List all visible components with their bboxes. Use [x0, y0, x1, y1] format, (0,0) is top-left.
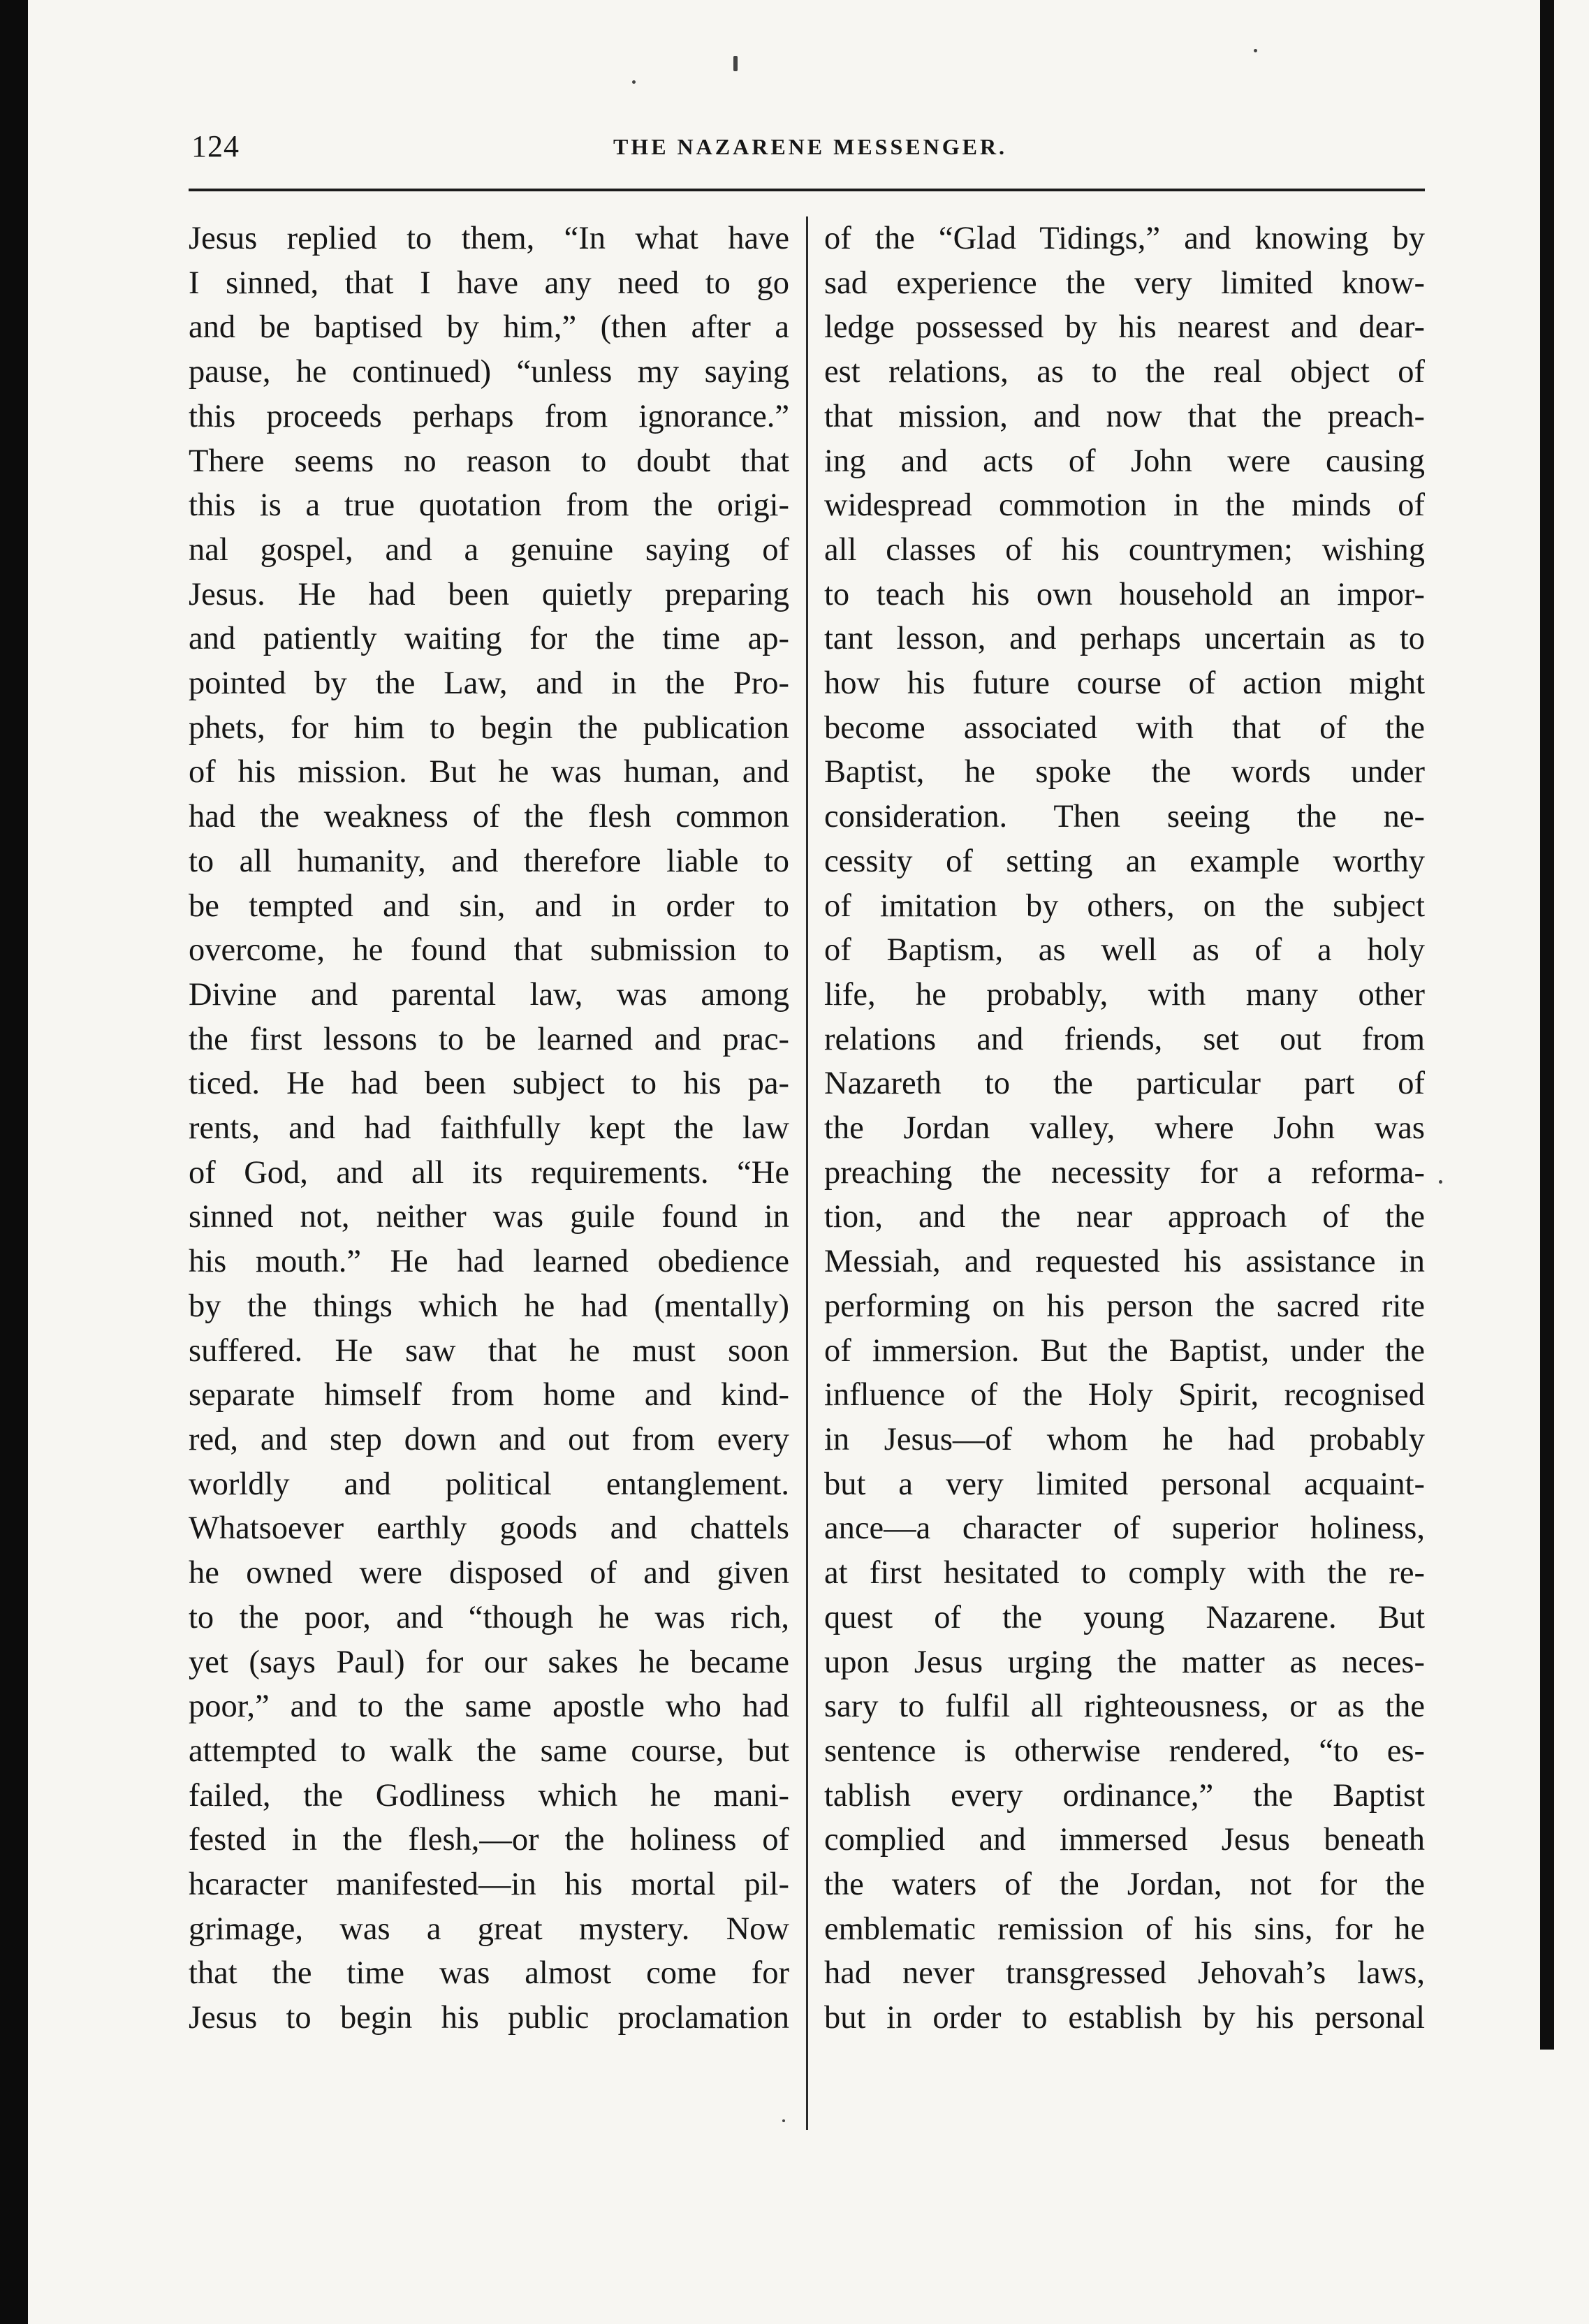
text-line: he owned were disposed of and given — [189, 1555, 789, 1591]
text-line: widespread commotion in the minds of — [824, 487, 1425, 524]
text-line: emblematic remission of his sins, for he — [824, 1911, 1425, 1947]
text-line: I sinned, that I have any need to go — [189, 265, 789, 301]
text-line: Jesus. He had been quietly preparing — [189, 576, 789, 612]
text-columns — [189, 216, 1432, 2158]
text-line: the waters of the Jordan, not for the — [824, 1867, 1425, 1903]
text-line: in Jesus—of whom he had probably — [824, 1421, 1425, 1457]
text-line: sinned not, neither was guile found in — [189, 1199, 789, 1235]
text-line: of his mission. But he was human, and — [189, 754, 789, 790]
text-line: yet (says Paul) for our sakes he became — [189, 1644, 789, 1680]
text-line: had never transgressed Jehovah’s laws, — [824, 1955, 1425, 1992]
text-line: to teach his own household an impor- — [824, 576, 1425, 612]
text-line: There seems no reason to doubt that — [189, 443, 789, 479]
text-line: consideration. Then seeing the ne- — [824, 799, 1425, 835]
scan-speck — [632, 80, 636, 84]
text-line: ticed. He had been subject to his pa- — [189, 1066, 789, 1102]
scan-speck — [733, 56, 738, 71]
text-line: suffered. He saw that he must soon — [189, 1332, 789, 1369]
text-line: worldly and political entanglement. — [189, 1466, 789, 1502]
running-title: THE NAZARENE MESSENGER. — [613, 134, 1008, 159]
text-line: of the “Glad Tidings,” and knowing by — [824, 221, 1425, 256]
text-line: phets, for him to begin the publication — [189, 709, 789, 746]
text-line: influence of the Holy Spirit, recognised — [824, 1377, 1425, 1413]
text-line: the first lessons to be learned and prac- — [189, 1021, 789, 1057]
text-line: complied and immersed Jesus beneath — [824, 1822, 1425, 1858]
text-line: overcome, he found that submission to — [189, 932, 789, 969]
text-line: tablish every ordinance,” the Baptist — [824, 1777, 1425, 1814]
text-line: and be baptised by him,” (then after a — [189, 309, 789, 346]
text-line: his mouth.” He had learned obedience — [189, 1244, 789, 1280]
right-column — [824, 216, 1425, 2040]
text-line: performing on his person the sacred rite — [824, 1288, 1425, 1324]
text-line: to the poor, and “though he was rich, — [189, 1599, 789, 1635]
page-number: 124 — [191, 129, 240, 163]
text-line: of imitation by others, on the subject — [824, 888, 1425, 924]
text-line: that the time was almost come for — [189, 1955, 789, 1992]
running-header — [189, 126, 1432, 175]
text-line: Nazareth to the particular part of — [824, 1066, 1425, 1102]
text-line: Jesus replied to them, “In what have — [189, 221, 789, 256]
scan-speck — [1254, 49, 1257, 52]
text-line: that mission, and now that the preach- — [824, 398, 1425, 434]
text-line: ing and acts of John were causing — [824, 443, 1425, 479]
left-column — [189, 216, 789, 2040]
text-line: failed, the Godliness which he mani- — [189, 1777, 789, 1814]
text-line: pointed by the Law, and in the Pro- — [189, 665, 789, 702]
text-line: est relations, as to the real object of — [824, 354, 1425, 390]
text-line: but a very limited personal acquaint- — [824, 1466, 1425, 1502]
text-line: poor,” and to the same apostle who had — [189, 1689, 789, 1725]
text-line: Messiah, and requested his assistance in — [824, 1244, 1425, 1280]
text-line: how his future course of action might — [824, 665, 1425, 702]
text-line: become associated with that of the — [824, 709, 1425, 746]
text-line: Divine and parental law, was among — [189, 976, 789, 1013]
text-line: by the things which he had (mentally) — [189, 1288, 789, 1324]
text-line: tant lesson, and perhaps uncertain as to — [824, 621, 1425, 657]
text-line: preaching the necessity for a reforma- — [824, 1154, 1425, 1191]
text-line: ance—a character of superior holiness, — [824, 1510, 1425, 1547]
header-rule — [189, 189, 1425, 191]
text-line: separate himself from home and kind- — [189, 1377, 789, 1413]
text-line: all classes of his countrymen; wishing — [824, 531, 1425, 568]
text-line: fested in the flesh,—or the holiness of — [189, 1822, 789, 1858]
text-line: rents, and had faithfully kept the law — [189, 1110, 789, 1147]
text-line: of Baptism, as well as of a holy — [824, 932, 1425, 969]
scan-speck — [1439, 1180, 1442, 1184]
text-line: this is a true quotation from the origi- — [189, 487, 789, 524]
text-line: and patiently waiting for the time ap- — [189, 621, 789, 657]
text-line: nal gospel, and a genuine saying of — [189, 531, 789, 568]
book-page — [189, 126, 1432, 2151]
text-line: upon Jesus urging the matter as neces- — [824, 1644, 1425, 1680]
text-line: of immersion. But the Baptist, under the — [824, 1332, 1425, 1369]
scan-border-right — [1540, 0, 1554, 2050]
text-line: sentence is otherwise rendered, “to es- — [824, 1733, 1425, 1769]
text-line: the Jordan valley, where John was — [824, 1110, 1425, 1147]
text-line: of God, and all its requirements. “He — [189, 1154, 789, 1191]
scan-border-left — [0, 0, 28, 2324]
text-line: pause, he continued) “unless my saying — [189, 354, 789, 390]
text-line: grimage, was a great mystery. Now — [189, 1911, 789, 1947]
text-line: Whatsoever earthly goods and chattels — [189, 1510, 789, 1547]
text-line: be tempted and sin, and in order to — [189, 888, 789, 924]
text-line: Baptist, he spoke the words under — [824, 754, 1425, 790]
text-line: at first hesitated to comply with the re- — [824, 1555, 1425, 1591]
text-line: had the weakness of the flesh common — [189, 799, 789, 835]
text-line: life, he probably, with many other — [824, 976, 1425, 1013]
text-line: Jesus to begin his public proclamation — [189, 2000, 789, 2036]
text-line: relations and friends, set out from — [824, 1021, 1425, 1057]
text-line: red, and step down and out from every — [189, 1421, 789, 1457]
text-line: ledge possessed by his nearest and dear- — [824, 309, 1425, 346]
text-line: sary to fulfil all righteousness, or as the — [824, 1689, 1425, 1725]
text-line: hcaracter manifested—in his mortal pil- — [189, 1867, 789, 1903]
text-line: to all humanity, and therefore liable to — [189, 843, 789, 879]
text-line: quest of the young Nazarene. But — [824, 1599, 1425, 1635]
column-divider — [806, 216, 808, 2130]
text-line: but in order to establish by his personal — [824, 2000, 1425, 2036]
text-line: this proceeds perhaps from ignorance.” — [189, 398, 789, 434]
text-line: tion, and the near approach of the — [824, 1199, 1425, 1235]
text-line: sad experience the very limited know- — [824, 265, 1425, 301]
text-line: cessity of setting an example worthy — [824, 843, 1425, 879]
text-line: attempted to walk the same course, but — [189, 1733, 789, 1769]
